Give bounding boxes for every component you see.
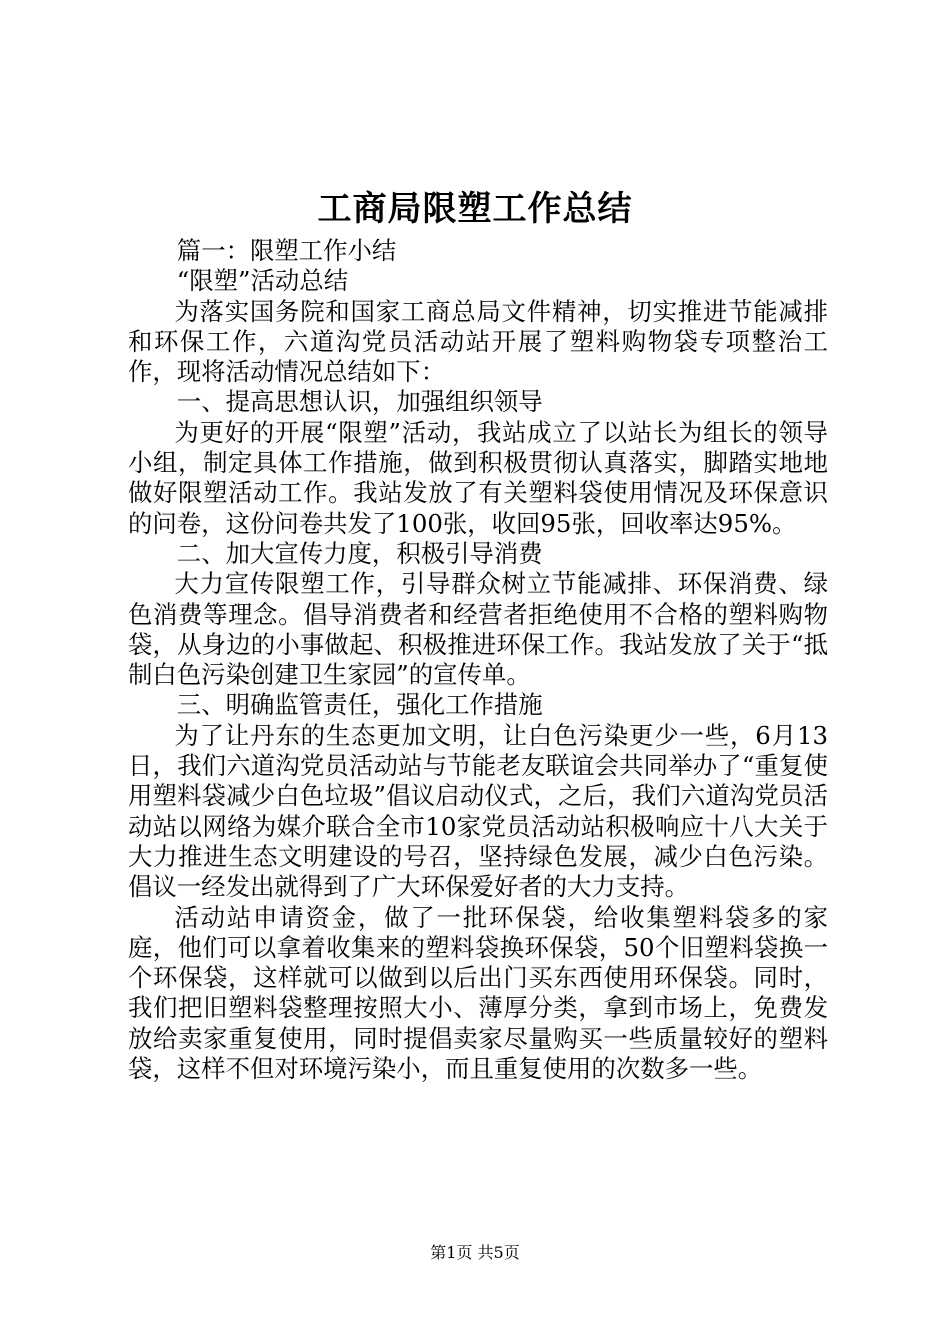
body-paragraph: 为更好的开展“限塑”活动，我站成立了以站长为组长的领导小组，制定具体工作措施，做到积极贯彻认真落实，脚踏实地地做好限塑活动工作。我站发放了有关塑料袋使用情况及环保意识的问卷，这份问卷共发了100张，收回95张，回收率达95%。: [128, 417, 828, 538]
subsection-heading: “限塑”活动总结: [176, 266, 349, 296]
body-paragraph: 为落实国务院和国家工商总局文件精神，切实推进节能减排和环保工作，六道沟党员活动站开展了塑料购物袋专项整治工作，现将活动情况总结如下：: [128, 296, 828, 387]
section-heading: 一、提高思想认识，加强组织领导: [176, 387, 543, 417]
document-title: 工商局限塑工作总结: [317, 189, 633, 229]
body-paragraph: 大力宣传限塑工作，引导群众树立节能减排、环保消费、绿色消费等理念。倡导消费者和经营者拒绝使用不合格的塑料购物袋，从身边的小事做起、积极推进环保工作。我站发放了关于“抵制白色污染创建卫生家园”的宣传单。: [128, 569, 828, 690]
page-number-footer: 第1页 共5页: [430, 1243, 520, 1262]
body-paragraph: 活动站申请资金，做了一批环保袋，给收集塑料袋多的家庭，他们可以拿着收集来的塑料袋换环保袋，50个旧塑料袋换一个环保袋，这样就可以做到以后出门买东西使用环保袋。同时，我们把旧塑料袋整理按照大小、薄厚分类，拿到市场上，免费发放给卖家重复使用，同时提倡卖家尽量购买一些质量较好的塑料袋，这样不但对环境污染小，而且重复使用的次数多一些。: [128, 902, 828, 1084]
section-heading: 篇一：限塑工作小结: [176, 236, 397, 265]
section-heading: 二、加大宣传力度，积极引导消费: [176, 538, 543, 568]
document-body: [128, 236, 828, 1084]
body-paragraph: 为了让丹东的生态更加文明，让白色污染更少一些，6月13日，我们六道沟党员活动站与节能老友联谊会共同举办了“重复使用塑料袋减少白色垃圾”倡议启动仪式，之后，我们六道沟党员活动站以网络为媒介联合全市10家党员活动站积极响应十八大关于大力推进生态文明建设的号召，坚持绿色发展，减少白色污染。倡议一经发出就得到了广大环保爱好者的大力支持。: [128, 720, 828, 902]
section-heading: 三、明确监管责任，强化工作措施: [176, 690, 543, 720]
